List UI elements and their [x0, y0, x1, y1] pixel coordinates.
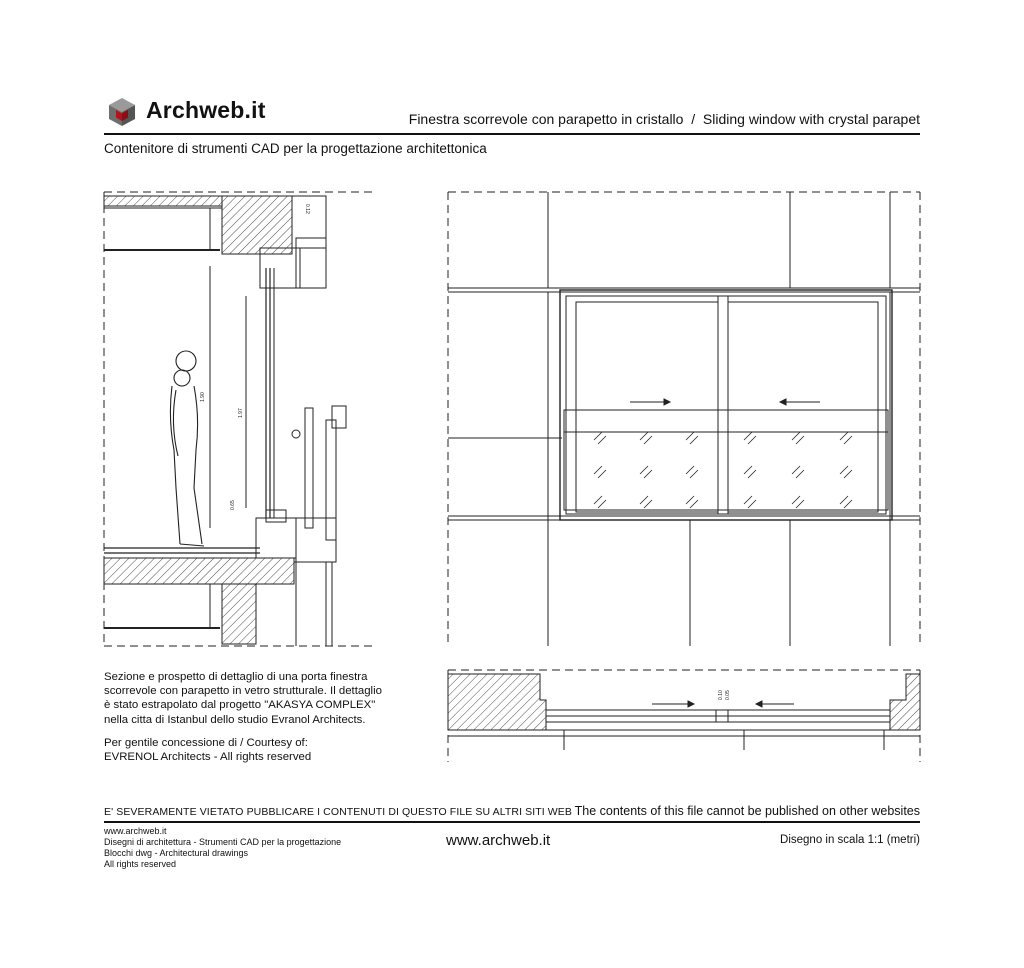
drawing-title: Finestra scorrevole con parapetto in cristallo / Sliding window with crystal parapet [408, 111, 920, 127]
glass-reflection-marks [594, 432, 852, 508]
plan-arrow-right-icon [688, 701, 694, 707]
human-figure [170, 351, 204, 546]
plan-drawing [444, 666, 924, 766]
slide-right-arrow [664, 399, 670, 405]
copyright-notice-en: The contents of this file cannot be published on other websites [574, 804, 920, 818]
dim-label-4: 0.65 [230, 500, 236, 510]
logo-text: Archweb.it [146, 97, 266, 123]
archweb-logo[interactable] [104, 96, 304, 128]
plan-arrow-left-icon [756, 701, 762, 707]
logo-cube-icon [106, 96, 138, 128]
site-info: www.archweb.it Disegni di architettura - Strumenti CAD per la progettazione Blocchi dwg - Architectural drawings All rights reserved [104, 826, 342, 869]
dim-label-3: 0.12 [304, 204, 310, 214]
slide-left-arrow [780, 399, 786, 405]
section-drawing [100, 188, 380, 650]
plan-dim-2: 0.05 [725, 690, 731, 700]
scale-note: Disegno in scala 1:1 (metri) [780, 834, 920, 846]
header-rule [104, 133, 920, 135]
footer-rule [104, 821, 920, 823]
courtesy-note: Per gentile concessione di / Courtesy of: EVRENOL Architects - All rights reserved [104, 737, 312, 764]
website-link[interactable]: www.archweb.it [446, 832, 551, 849]
elevation-drawing [444, 188, 924, 650]
dim-label-2: 1.97 [238, 408, 244, 418]
drawing-description: Sezione e prospetto di dettaglio di una porta finestra scorrevole con parapetto in vetro strutturale. Il dettaglio è stato estrapolato dal progetto "AKASYA COMPLEX" nella citta di Istanbul dello studio Evranol Architects. [104, 671, 382, 726]
plan-dim-1: 0.10 [718, 690, 724, 700]
page-subtitle: Contenitore di strumenti CAD per la progettazione architettonica [104, 141, 487, 156]
dim-label-1: 1.90 [200, 392, 206, 402]
copyright-notice-it: E' SEVERAMENTE VIETATO PUBBLICARE I CONTENUTI DI QUESTO FILE SU ALTRI SITI WEB [104, 806, 572, 818]
